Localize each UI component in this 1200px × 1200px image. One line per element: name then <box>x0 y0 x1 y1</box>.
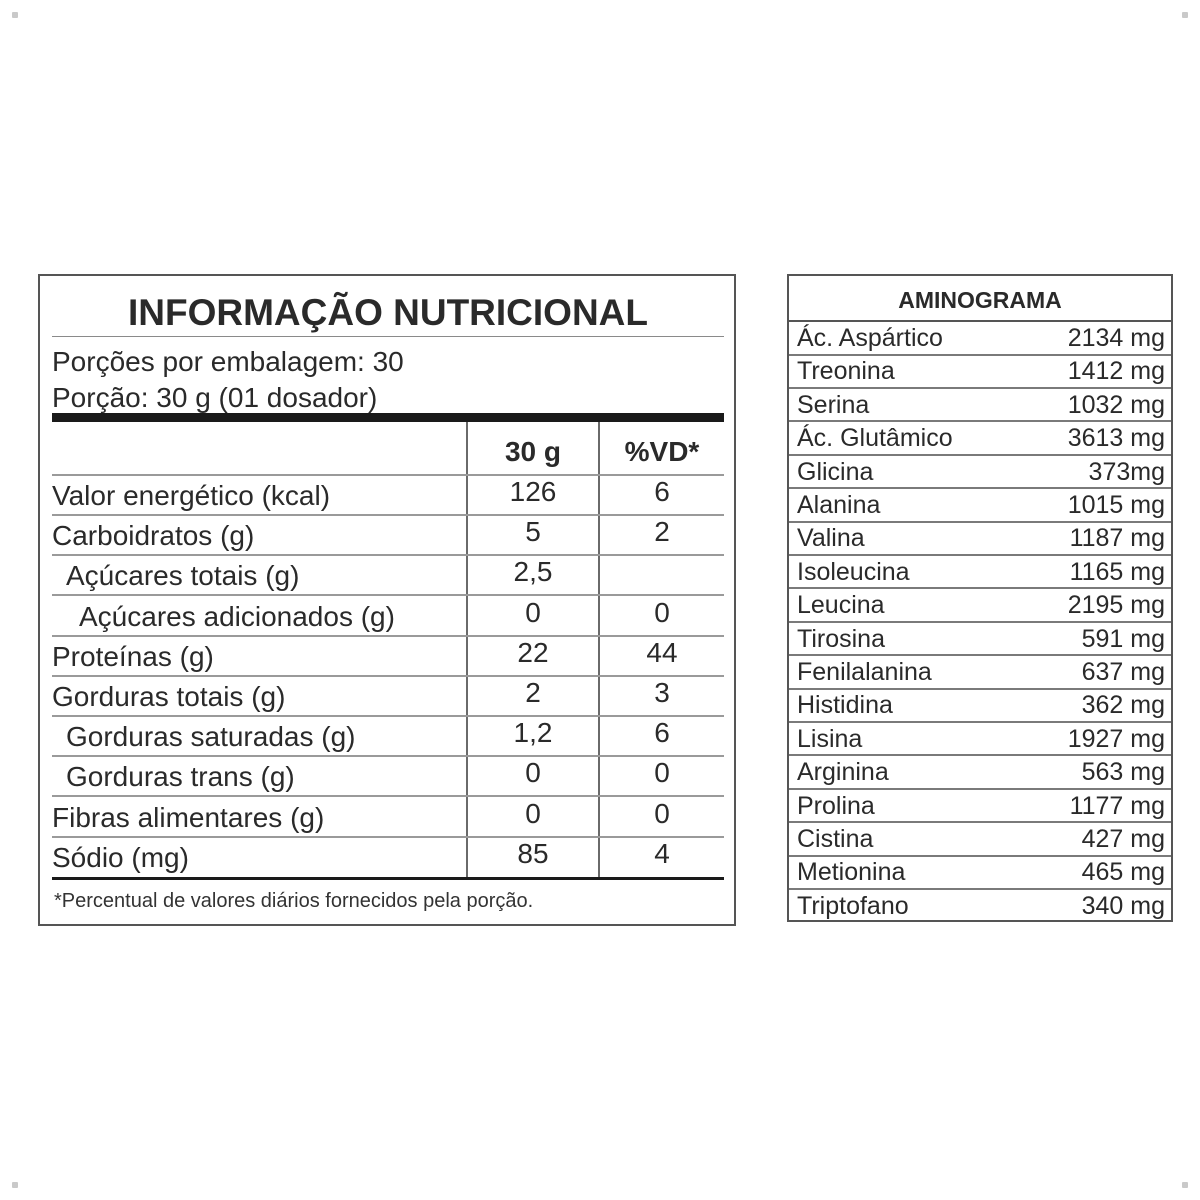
table-row <box>52 717 724 757</box>
list-item <box>789 322 1171 356</box>
list-item <box>789 556 1171 590</box>
list-item <box>789 422 1171 456</box>
amino-acid-value: 3613 mg <box>1067 424 1165 453</box>
amino-acid-value: 340 mg <box>1081 891 1165 920</box>
amino-acid-value: 1187 mg <box>1069 524 1165 553</box>
nutrient-daily-value: 0 <box>654 797 670 829</box>
amino-acid-value: 1927 mg <box>1067 724 1165 753</box>
nutrient-amount: 126 <box>509 476 557 507</box>
nutrient-label: Gorduras saturadas (g) <box>66 721 356 753</box>
amino-acid-name: Valina <box>797 524 865 553</box>
corner-mark <box>12 1182 18 1188</box>
nutrient-daily-value: 0 <box>654 757 670 789</box>
nutrient-daily-value: 2 <box>654 516 670 548</box>
aminogram-panel <box>787 274 1173 922</box>
nutrient-amount: 0 <box>525 596 541 628</box>
amino-acid-value: 1177 mg <box>1069 791 1165 820</box>
amino-acid-name: Histidina <box>797 691 893 720</box>
list-item <box>789 522 1171 556</box>
table-row <box>52 597 724 637</box>
amino-acid-name: Prolina <box>797 791 875 820</box>
column-header-amount: 30 g <box>504 436 562 467</box>
nutrient-label: Sódio (mg) <box>52 841 189 873</box>
nutrient-amount: 2 <box>525 677 541 708</box>
list-item <box>789 790 1171 824</box>
nutrient-daily-value: 0 <box>654 596 670 628</box>
amino-acid-name: Leucina <box>797 591 885 620</box>
nutrient-daily-value: 6 <box>654 717 670 749</box>
nutrient-daily-value: 44 <box>646 636 678 668</box>
amino-acid-name: Metionina <box>797 858 906 887</box>
nutrient-label: Açúcares adicionados (g) <box>79 600 395 632</box>
list-item <box>789 656 1171 690</box>
table-row <box>52 798 724 838</box>
nutrient-label: Gorduras totais (g) <box>52 681 286 712</box>
amino-acid-value: 362 mg <box>1081 691 1165 720</box>
amino-acid-value: 1165 mg <box>1069 557 1165 586</box>
nutrient-amount: 22 <box>517 636 549 668</box>
nutrient-daily-value: 3 <box>654 677 670 708</box>
amino-acid-value: 637 mg <box>1081 658 1165 686</box>
table-row <box>52 757 724 797</box>
list-item <box>789 623 1171 657</box>
amino-acid-name: Isoleucina <box>797 557 910 586</box>
nutrient-label: Valor energético (kcal) <box>52 480 331 511</box>
list-item <box>789 456 1171 490</box>
nutrition-facts-panel <box>38 274 736 926</box>
amino-acid-value: 373mg <box>1088 457 1165 486</box>
amino-acid-name: Ác. Glutâmico <box>797 424 953 453</box>
column-header-daily-value: %VD* <box>624 436 700 467</box>
amino-acid-value: 427 mg <box>1081 825 1165 853</box>
thick-divider <box>52 413 724 422</box>
amino-acid-name: Treonina <box>797 357 895 386</box>
nutrient-label: Proteínas (g) <box>52 640 214 672</box>
amino-acid-value: 2195 mg <box>1067 591 1165 620</box>
table-row <box>52 476 724 516</box>
nutrient-amount: 2,5 <box>513 556 553 588</box>
list-item <box>789 689 1171 723</box>
nutrient-label: Açúcares totais (g) <box>66 560 300 592</box>
nutrient-label: Fibras alimentares (g) <box>52 801 325 833</box>
amino-acid-name: Arginina <box>797 758 889 787</box>
list-item <box>789 756 1171 790</box>
corner-mark <box>1182 12 1188 18</box>
nutrient-daily-value: 6 <box>654 476 670 507</box>
amino-acid-value: 465 mg <box>1081 858 1165 887</box>
amino-acid-name: Lisina <box>797 724 863 753</box>
nutrient-amount: 1,2 <box>513 717 553 749</box>
serving-size: Porção: 30 g (01 dosador) <box>52 382 378 413</box>
amino-acid-value: 1015 mg <box>1067 491 1165 519</box>
nutrient-amount: 0 <box>525 797 541 829</box>
footnote: *Percentual de valores diários fornecidos pela porção. <box>54 890 534 912</box>
amino-acid-name: Tirosina <box>797 624 885 653</box>
nutrition-facts-content <box>52 276 724 924</box>
list-item <box>789 723 1171 757</box>
table-row <box>52 637 724 677</box>
list-item <box>789 856 1171 890</box>
amino-acid-name: Serina <box>797 390 870 419</box>
list-item <box>789 890 1171 924</box>
list-item <box>789 489 1171 523</box>
amino-acid-value: 591 mg <box>1081 624 1165 653</box>
nutrition-title: INFORMAÇÃO NUTRICIONAL <box>127 292 648 333</box>
amino-acid-value: 563 mg <box>1081 758 1165 787</box>
nutrient-amount: 5 <box>525 516 541 548</box>
amino-acid-name: Glicina <box>797 457 874 486</box>
table-row <box>52 516 724 556</box>
nutrient-label: Carboidratos (g) <box>52 520 255 552</box>
nutrient-daily-value: 4 <box>654 837 670 869</box>
amino-acid-name: Cistina <box>797 825 874 853</box>
amino-acid-value: 1412 mg <box>1067 357 1165 386</box>
nutrient-amount: 0 <box>525 757 541 789</box>
list-item <box>789 389 1171 423</box>
amino-acid-value: 1032 mg <box>1067 390 1165 419</box>
amino-acid-value: 2134 mg <box>1067 324 1165 352</box>
table-row <box>52 556 724 596</box>
aminogram-title: AMINOGRAMA <box>789 276 1171 322</box>
list-item <box>789 589 1171 623</box>
bottom-divider <box>52 877 724 880</box>
servings-per-package: Porções por embalagem: 30 <box>52 346 404 377</box>
table-row <box>52 838 724 878</box>
amino-acid-name: Fenilalanina <box>797 658 932 686</box>
corner-mark <box>1182 1182 1188 1188</box>
nutrient-amount: 85 <box>517 837 549 869</box>
amino-acid-name: Ác. Aspártico <box>797 324 943 352</box>
list-item <box>789 355 1171 389</box>
list-item <box>789 823 1171 857</box>
nutrient-label: Gorduras trans (g) <box>66 761 295 793</box>
corner-mark <box>12 12 18 18</box>
amino-acid-name: Alanina <box>797 491 881 519</box>
table-row <box>52 677 724 717</box>
amino-acid-name: Triptofano <box>797 891 909 920</box>
title-divider <box>52 336 724 337</box>
